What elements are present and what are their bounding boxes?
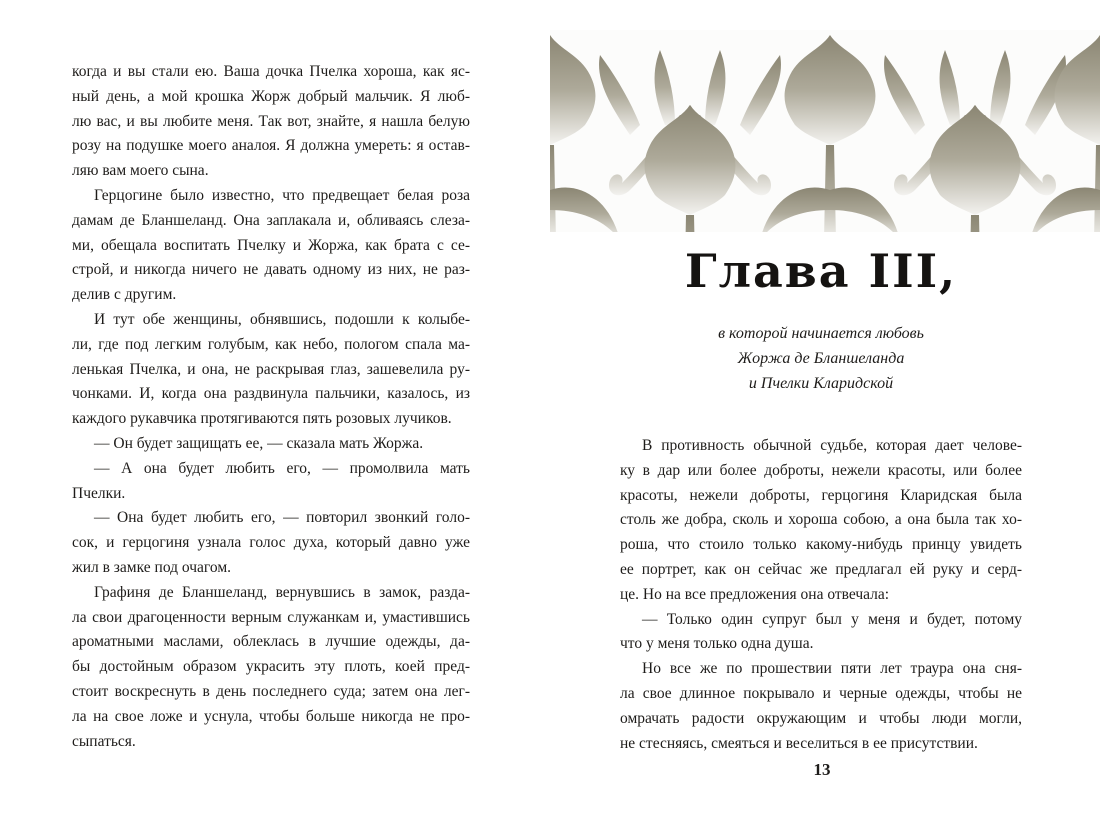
text-line: столь же добра, сколь и хороша собою, а она была так хо-: [620, 511, 1022, 529]
text-line: жил в замке под очагом.: [72, 558, 232, 576]
decorative-ornament-header: [550, 30, 1100, 232]
text-line: В противность обычной судьбе, которая дает челове-: [642, 437, 1022, 454]
text-line: чонками. И, когда она раздвинула пальчики, казалось, из: [72, 385, 470, 403]
text-line: ку в дар или более доброты, нежели красоты, или более: [620, 461, 1022, 479]
right-page-text: [620, 434, 1022, 756]
text-line: каждого рукавчика протягиваются пять розовых лучиков.: [72, 410, 452, 428]
paragraph: [620, 608, 1022, 658]
text-line: дамам де Бланшеланд. Она заплакала и, обливаясь слеза-: [72, 211, 470, 229]
text-line: ее портрет, как он сейчас же предлагал ей руку и серд-: [620, 560, 1022, 578]
left-page-text: [72, 60, 470, 754]
page-number: 13: [813, 760, 831, 779]
text-line: ляю вам моего сына.: [72, 162, 209, 180]
text-line: ла свое длинное покрывало и черные одежды, чтобы не: [620, 684, 1022, 702]
text-line: роша, что стоило только какому-нибудь принцу увидеть: [620, 536, 1022, 554]
chapter-title: Глава III,: [684, 244, 958, 298]
text-line: Пчелки.: [72, 484, 126, 502]
text-line: — Только один супруг был у меня и будет, потому: [642, 610, 1022, 628]
text-line: И тут обе женщины, обнявшись, подошли к колыбе-: [94, 310, 470, 328]
subtitle-line: в которой начинается любовь: [718, 325, 924, 342]
text-line: ный день, а мой крошка Жорж добрый мальчик. Я люб-: [72, 87, 470, 105]
text-line: ла свои драгоценности верным служанкам и, умастившись: [72, 608, 470, 626]
paragraph: [620, 434, 1022, 608]
text-line: сок, и герцогиня узнала голос духа, который давно уже: [72, 534, 470, 552]
text-line: стоит воскреснуть в день последнего суда; затем она лег-: [72, 682, 470, 700]
paragraph: [72, 457, 470, 507]
text-line: ароматными маслами, облеклась в лучшие одежды, да-: [72, 633, 470, 651]
text-line: — Она будет любить его, — повторил звонкий голо-: [94, 509, 470, 527]
paragraph: [72, 184, 470, 308]
damask-ornament-icon: [550, 30, 1100, 232]
text-line: Но все же по прошествии пяти лет траура она сня-: [642, 660, 1022, 678]
text-line: делив с другим.: [72, 286, 177, 304]
text-line: не стесняясь, смеяться и веселиться в ее присутствии.: [620, 734, 978, 752]
text-line: це. Но на все предложения она отвечала:: [620, 585, 890, 603]
text-line: красоты, нежели доброты, герцогиня Кларидская была: [620, 486, 1022, 504]
paragraph: [72, 506, 470, 580]
text-line: розу на подушке моего аналоя. Я должна умереть: я остав-: [72, 137, 470, 155]
text-line: Графиня де Бланшеланд, вернувшись в замок, разда-: [94, 583, 470, 601]
text-line: ли, где под легким голубым, как небо, пологом спала ма-: [72, 335, 470, 353]
text-line: лю вас, и вы любите меня. Так вот, знайте, я нашла белую: [72, 112, 470, 130]
chapter-subtitle: [620, 321, 1022, 396]
text-line: ми, обещала воспитать Пчелку и Жоржа, как брата с се-: [72, 236, 470, 254]
text-line: бы достойным образом украсить эту плоть, коей пред-: [72, 658, 470, 676]
paragraph: [620, 657, 1022, 756]
paragraph: [72, 432, 470, 457]
subtitle-line: и Пчелки Кларидской: [748, 375, 894, 392]
text-line: Герцогине было известно, что предвещает белая роза: [94, 186, 470, 204]
text-line: строй, и никогда ничего не давать одному из них, не раз-: [72, 261, 470, 279]
text-line: ленькая Пчелка, и она, не раскрывая глаз, зашевелила ру-: [72, 360, 470, 378]
text-line: сыпаться.: [72, 732, 136, 750]
text-line: — А она будет любить его, — промолвила мать: [94, 459, 470, 477]
text-line: когда и вы стали ею. Ваша дочка Пчелка хороша, как яс-: [72, 63, 470, 80]
text-line: ла на свое ложе и уснула, чтобы больше никогда не про-: [72, 707, 470, 725]
text-line: что у меня только одна душа.: [620, 635, 814, 653]
text-line: омрачать радости окружающим и чтобы люди могли,: [620, 709, 1022, 727]
paragraph: [72, 581, 470, 755]
subtitle-line: Жоржа де Бланшеланда: [737, 350, 905, 367]
paragraph: [72, 308, 470, 432]
text-line: — Он будет защищать ее, — сказала мать Жоржа.: [94, 434, 424, 452]
paragraph: [72, 60, 470, 184]
